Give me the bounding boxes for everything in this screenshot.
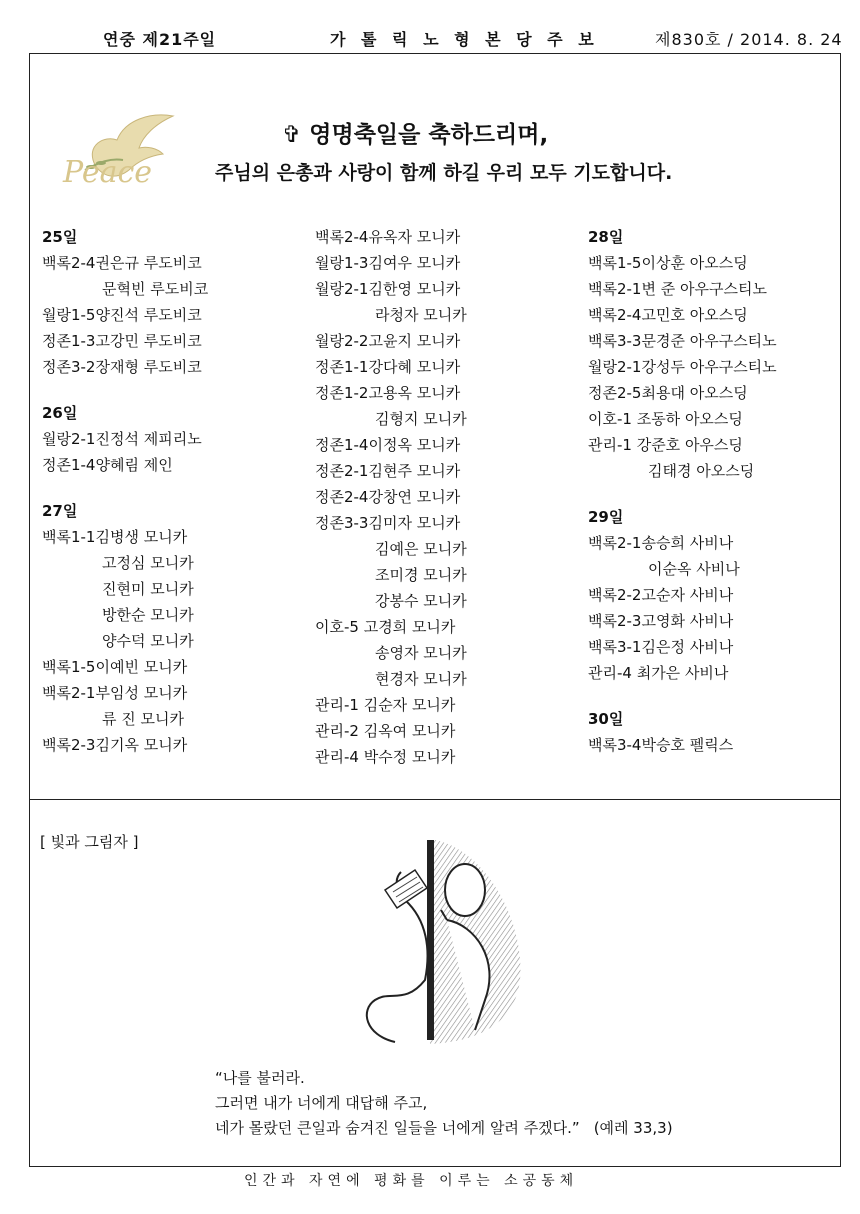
feast-entry: 백록2-4권은규 루도비코 [42, 254, 202, 272]
feast-entry: 정존2-1김현주 모니카 [315, 462, 461, 480]
feast-entry: 양수덕 모니카 [102, 632, 194, 650]
feast-entry: 백록2-1송승희 사비나 [588, 534, 734, 552]
feast-entry: 이호-5 고경희 모니카 [315, 618, 456, 636]
feast-entry: 관리-1 김순자 모니카 [315, 696, 456, 714]
feast-entry: 백록2-1부임성 모니카 [42, 684, 188, 702]
feast-entry: 김태경 아오스딩 [648, 462, 755, 480]
day-heading: 27일 [42, 502, 78, 520]
feast-entry: 월랑2-1강성두 아우구스티노 [588, 358, 777, 376]
feast-entry: 정존1-4양혜림 제인 [42, 456, 173, 474]
feast-entry: 이호-1 조동하 아오스딩 [588, 410, 743, 428]
header-center-title: 가 톨 릭 노 형 본 당 주 보 [330, 30, 599, 49]
feast-entry: 백록2-2고순자 사비나 [588, 586, 734, 604]
spacer [42, 478, 208, 498]
feast-entry: 백록2-1변 준 아우구스티노 [588, 280, 767, 298]
feast-entry: 정존1-1강다혜 모니카 [315, 358, 461, 376]
feast-entry: 관리-2 김옥여 모니카 [315, 722, 456, 740]
day-heading: 28일 [588, 228, 624, 246]
feast-entry: 정존2-4강창연 모니카 [315, 488, 461, 506]
feast-entry: 월랑1-3김여우 모니카 [315, 254, 461, 272]
quote-line [215, 1116, 673, 1141]
section-divider [29, 799, 841, 800]
feast-entry: 월랑2-1김한영 모니카 [315, 280, 461, 298]
feast-entry: 방한순 모니카 [102, 606, 194, 624]
feast-entry: 문혁빈 루도비코 [102, 280, 209, 298]
feast-entry: 진현미 모니카 [102, 580, 194, 598]
feast-entry: 백록1-5이상훈 아오스딩 [588, 254, 748, 272]
feast-entry: 고정심 모니카 [102, 554, 194, 572]
feast-entry: 정존3-3김미자 모니카 [315, 514, 461, 532]
feast-entry: 정존2-5최용대 아오스딩 [588, 384, 748, 402]
section-title: [ 빛과 그림자 ] [40, 833, 139, 851]
feast-entry: 백록2-4유옥자 모니카 [315, 228, 461, 246]
feast-entry: 월랑1-5양진석 루도비코 [42, 306, 202, 324]
quote-line: “나를 불러라. [215, 1069, 305, 1087]
feast-entry: 현경자 모니카 [375, 670, 467, 688]
feast-entry: 류 진 모니카 [102, 710, 184, 728]
feast-entry: 이순옥 사비나 [648, 560, 740, 578]
feast-entry: 정존1-3고강민 루도비코 [42, 332, 202, 350]
footer-slogan: 인간과 자연에 평화를 이루는 소공동체 [244, 1173, 579, 1189]
feast-entry: 정존3-2장재형 루도비코 [42, 358, 202, 376]
day-heading: 26일 [42, 404, 78, 422]
feast-entry: 라청자 모니카 [375, 306, 467, 324]
feast-entry: 백록3-3문경준 아우구스티노 [588, 332, 777, 350]
feast-entry: 강봉수 모니카 [375, 592, 467, 610]
feast-entry: 백록3-1김은정 사비나 [588, 638, 734, 656]
feast-entry: 백록2-4고민호 아오스딩 [588, 306, 748, 324]
feast-column-2 [315, 224, 467, 770]
scripture-reference: (예레 33,3) [593, 1119, 673, 1137]
feast-entry: 백록1-1김병생 모니카 [42, 528, 188, 546]
feast-entry: 백록1-5이예빈 모니카 [42, 658, 188, 676]
feast-column-3 [588, 224, 777, 758]
day-heading: 29일 [588, 508, 624, 526]
spacer [588, 484, 777, 504]
feast-entry: 김형지 모니카 [375, 410, 467, 428]
feast-entry: 백록2-3고영화 사비나 [588, 612, 734, 630]
feast-entry: 관리-4 최가은 사비나 [588, 664, 729, 682]
header-left-text: 연중 제21주일 [103, 30, 217, 49]
feast-entry: 백록3-4박승호 펠릭스 [588, 736, 734, 754]
feast-entry: 백록2-3김기옥 모니카 [42, 736, 188, 754]
feast-subtitle: 주님의 은총과 사랑이 함께 하길 우리 모두 기도합니다. [215, 162, 673, 184]
feast-entry: 김예은 모니카 [375, 540, 467, 558]
feast-entry: 관리-1 강준호 아우스딩 [588, 436, 743, 454]
logo-word: Peace [63, 155, 153, 190]
spacer [42, 380, 208, 400]
day-heading: 30일 [588, 710, 624, 728]
feast-entry: 송영자 모니카 [375, 644, 467, 662]
header-issue-date: 제830호 / 2014. 8. 24 [655, 30, 843, 49]
feast-entry: 월랑2-2고윤지 모니카 [315, 332, 461, 350]
quote-line-text: 네가 몰랐던 큰일과 숨겨진 일들을 너에게 알려 주겠다.” [215, 1119, 580, 1137]
feast-column-1 [42, 224, 208, 758]
feast-entry: 월랑2-1진정석 제피리노 [42, 430, 202, 448]
peace-dove-logo [55, 110, 185, 195]
feast-entry: 정존1-2고용옥 모니카 [315, 384, 461, 402]
feast-entry: 정존1-4이정옥 모니카 [315, 436, 461, 454]
feast-entry: 조미경 모니카 [375, 566, 467, 584]
day-heading: 25일 [42, 228, 78, 246]
spacer [588, 686, 777, 706]
feast-title: ✞ 영명축일을 축하드리며, [282, 122, 549, 148]
scripture-quote [215, 1066, 673, 1141]
quote-line: 그러면 내가 너에게 대답해 주고, [215, 1094, 428, 1112]
light-and-shadow-illustration [335, 830, 535, 1045]
feast-entry: 관리-4 박수정 모니카 [315, 748, 456, 766]
